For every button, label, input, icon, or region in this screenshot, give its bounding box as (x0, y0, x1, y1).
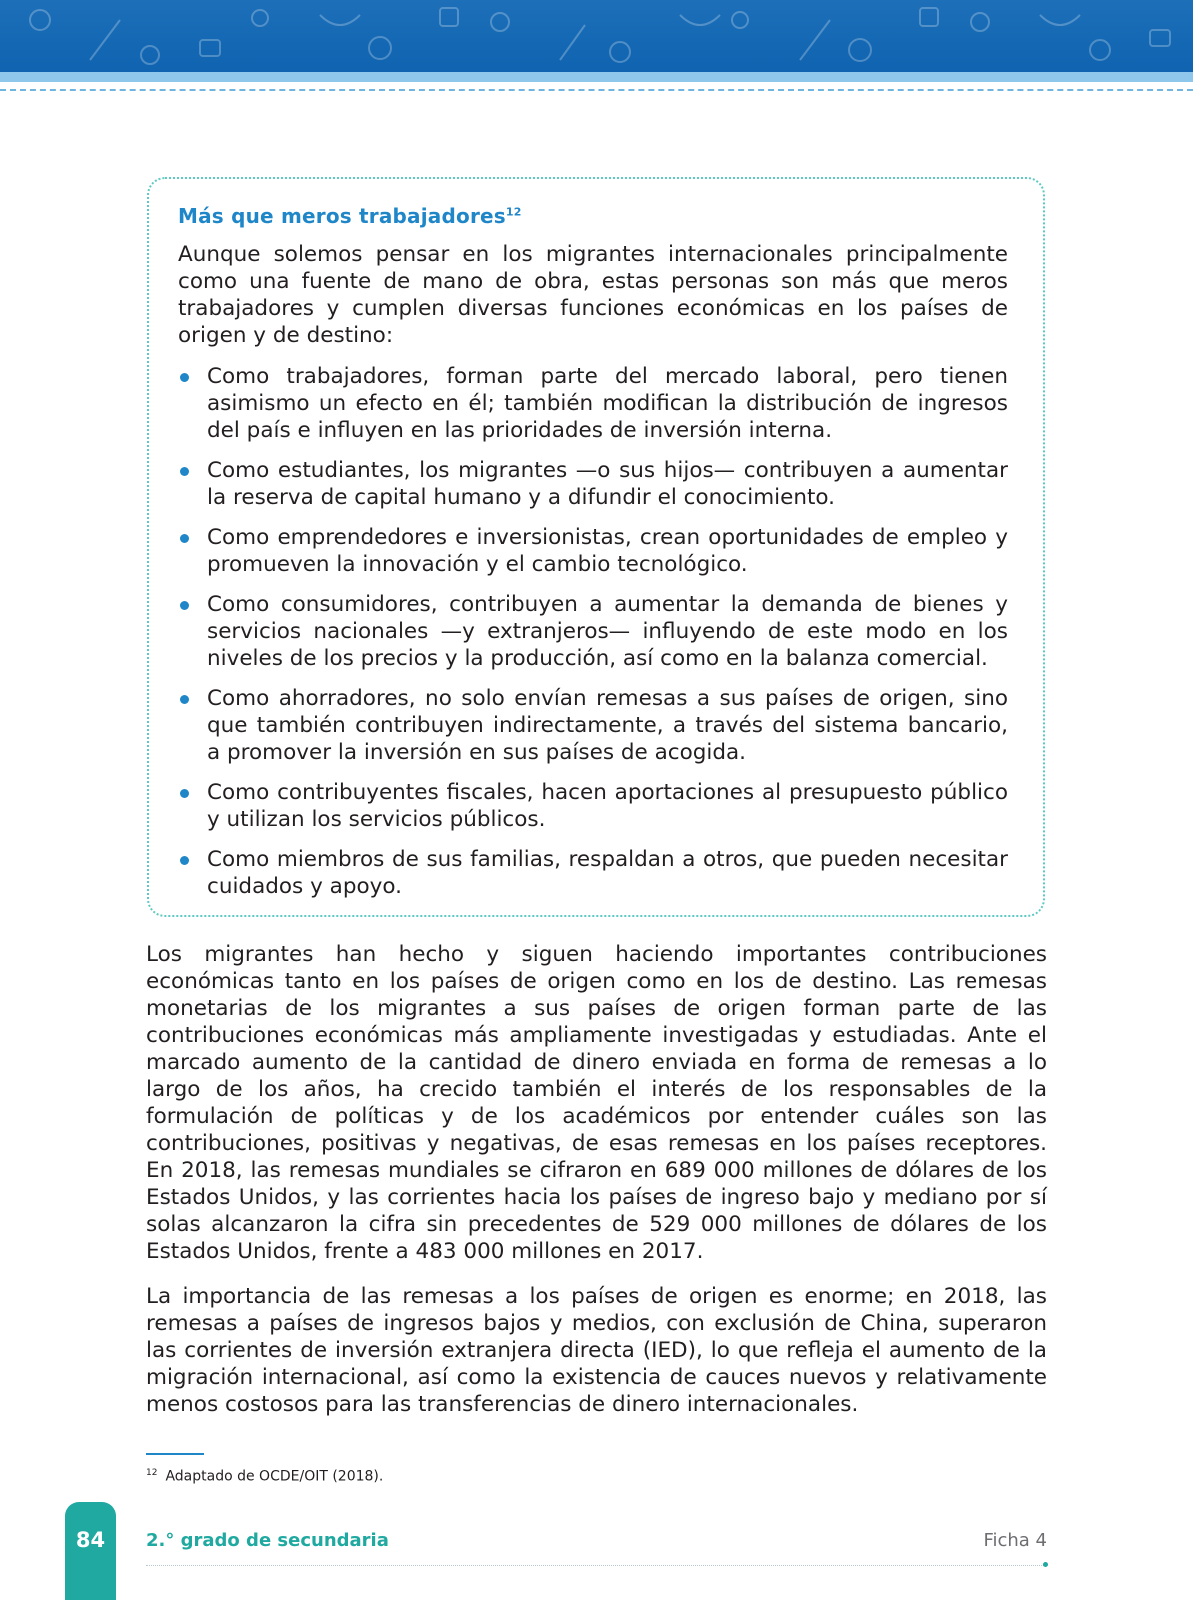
footer-dot-icon (1043, 1562, 1048, 1567)
box-title (178, 204, 522, 228)
footnote-divider (146, 1453, 204, 1455)
box-intro: Aunque solemos pensar en los migrantes internacionales principalmente como una fuente de mano de obra, estas personas son más que meros trabajadores y cumplen diversas funciones económicas en los países de origen y de destino: (178, 242, 1008, 348)
bullet-icon (180, 601, 189, 610)
list-item-text: Como ahorradores, no solo envían remesas a sus países de origen, sino que también contribuyen indirectamente, a través del sistema bancario, a promover la inversión en sus países de acogida. (207, 686, 1008, 765)
body-paragraph-1: Los migrantes han hecho y siguen haciendo importantes contribuciones económicas tanto en los países de origen como en los de destino. Las remesas monetarias de los migrantes a sus países de origen forman parte de las contribuciones económicas más ampliamente investigadas y estudiadas. Ante el marcado aumento de la cantidad de dinero enviada en forma de remesas a lo largo de los años, ha crecido también el interés de los responsables de la formulación de políticas y de los académicos por entender cuáles son las contribuciones, positivas y negativas, de esas remesas en los países receptores. En 2018, las remesas mundiales se cifraron en 689 000 millones de dólares de los Estados Unidos, y las corrientes hacia los países de ingreso bajo y mediano por sí solas alcanzaron la cifra sin precedentes de 529 000 millones de dólares de los Estados Unidos, frente a 483 000 millones en 2017. (146, 942, 1047, 1264)
list-item-text: Como contribuyentes fiscales, hacen aportaciones al presupuesto público y utilizan los servicios públicos. (207, 780, 1008, 832)
footer-divider (146, 1565, 1044, 1566)
bullet-icon (180, 373, 189, 382)
list-item-text: Como consumidores, contribuyen a aumentar la demanda de bienes y servicios nacionales —y extranjeros— influyendo de este modo en los niveles de los precios y la producción, así como en la balanza comercial. (207, 592, 1008, 671)
bullet-list (178, 363, 1008, 913)
footnote-ref: 12 (505, 205, 522, 219)
header-band (0, 0, 1193, 72)
list-item (178, 591, 1008, 672)
footnote-text: Adaptado de OCDE/OIT (2018). (165, 1468, 384, 1485)
list-item-text: Como emprendedores e inversionistas, crean oportunidades de empleo y promueven la innovación y el cambio tecnológico. (207, 525, 1008, 577)
grade-label: 2.° grado de secundaria (146, 1530, 389, 1551)
ficha-label: Ficha 4 (983, 1530, 1047, 1551)
list-item-text: Como trabajadores, forman parte del mercado laboral, pero tienen asimismo un efecto en él; también modifican la distribución de ingresos del país e influyen en las prioridades de inversión interna. (207, 364, 1008, 443)
bullet-icon (180, 695, 189, 704)
list-item (178, 363, 1008, 444)
list-item-text: Como miembros de sus familias, respaldan a otros, que pueden necesitar cuidados y apoyo. (207, 847, 1008, 899)
list-item (178, 524, 1008, 578)
doodle-pattern (0, 0, 1193, 72)
bullet-icon (180, 789, 189, 798)
footnote (146, 1468, 383, 1485)
bullet-icon (180, 856, 189, 865)
page-number: 84 (75, 1528, 106, 1552)
body-paragraph-2: La importancia de las remesas a los países de origen es enorme; en 2018, las remesas a países de ingresos bajos y medios, con exclusión de China, superaron las corrientes de inversión extranjera directa (IED), lo que refleja el aumento de la migración internacional, así como la existencia de cauces nuevos y relativamente menos costosos para las transferencias de dinero internacionales. (146, 1284, 1047, 1417)
list-item (178, 685, 1008, 766)
list-item (178, 457, 1008, 511)
bullet-icon (180, 534, 189, 543)
bullet-icon (180, 467, 189, 476)
footnote-number: 12 (146, 1468, 158, 1478)
list-item (178, 779, 1008, 833)
list-item (178, 846, 1008, 900)
box-title-text: Más que meros trabajadores (178, 204, 506, 228)
list-item-text: Como estudiantes, los migrantes —o sus hijos— contribuyen a aumentar la reserva de capital humano y a difundir el conocimiento. (207, 458, 1008, 510)
header-dashed-line (0, 89, 1193, 91)
header-strip (0, 72, 1193, 82)
